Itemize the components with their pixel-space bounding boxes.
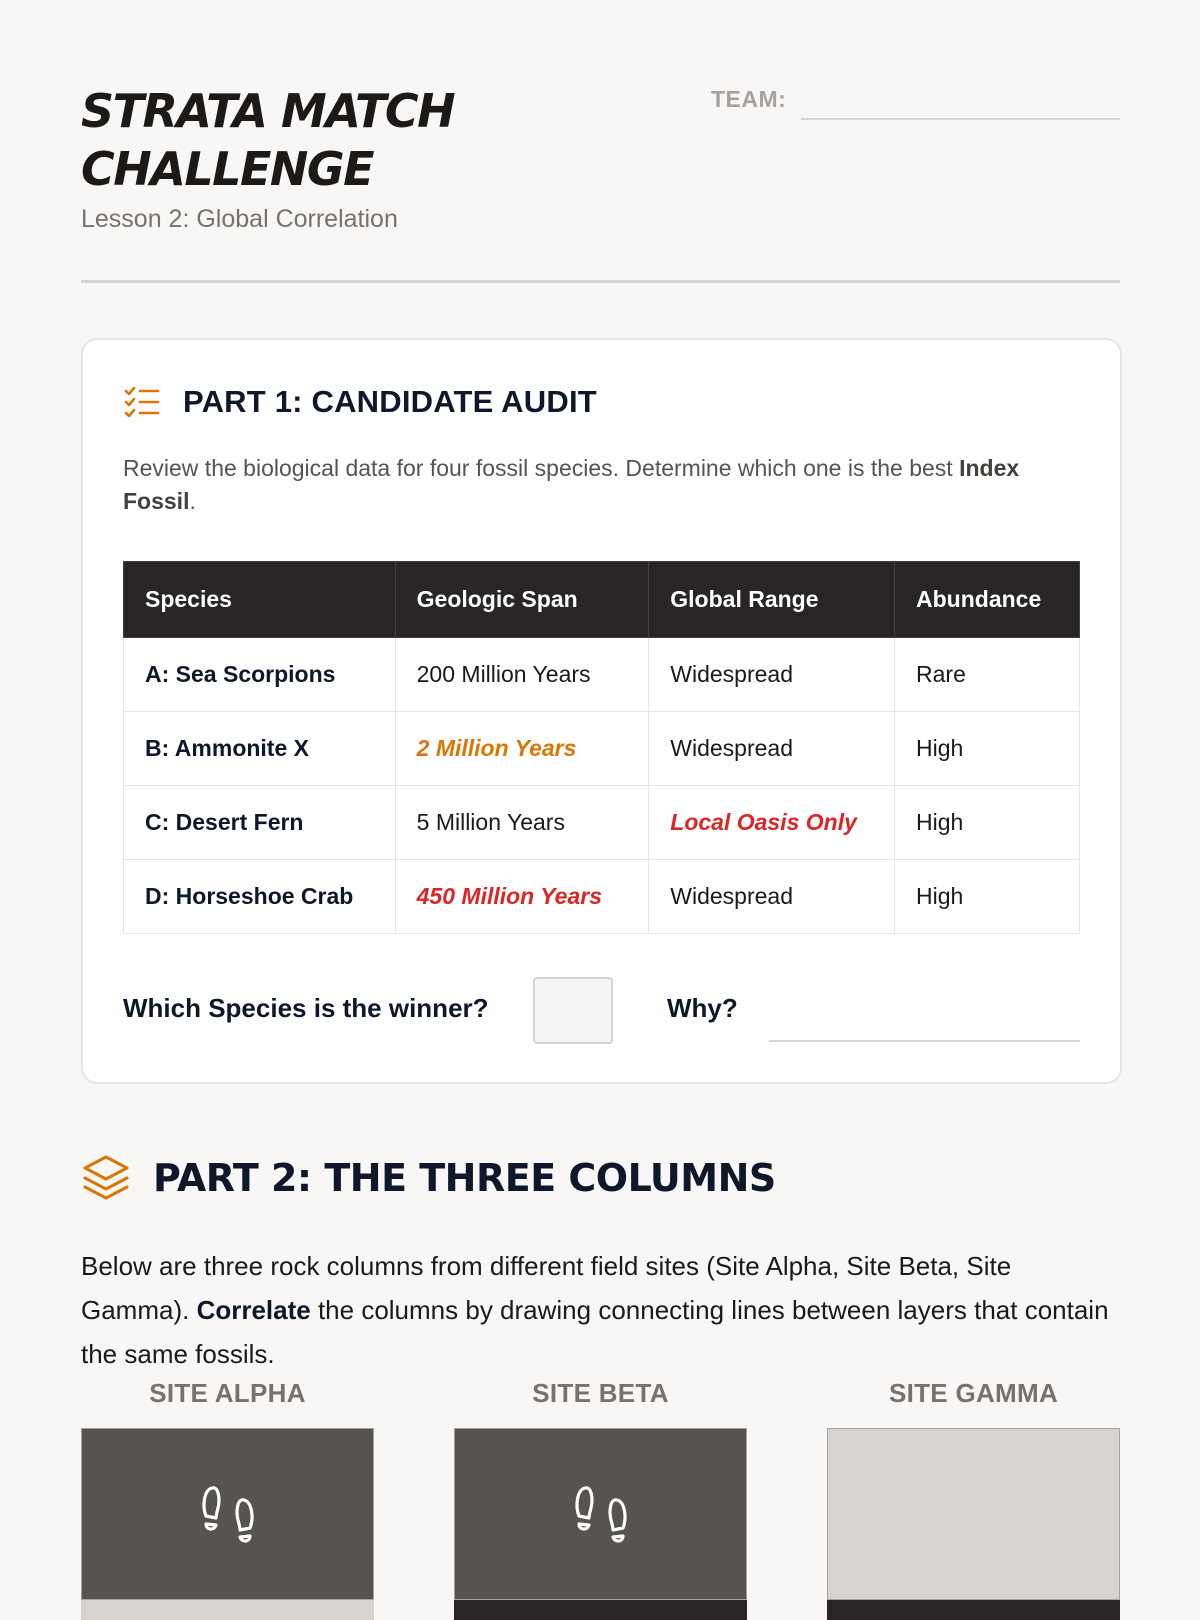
part2-heading	[81, 1150, 776, 1206]
header-divider	[81, 280, 1120, 283]
correlate-term: Correlate	[196, 1295, 311, 1325]
site-label: SITE GAMMA	[888, 1378, 1059, 1408]
team-label: TEAM:	[711, 86, 787, 112]
rock-layer[interactable]	[827, 1600, 1120, 1620]
column-header: Species	[124, 562, 396, 638]
site-label: SITE BETA	[532, 1378, 669, 1408]
site-alpha-column	[81, 1378, 374, 1412]
range-cell: Widespread	[649, 712, 895, 786]
species-cell: D: Horseshoe Crab	[124, 860, 396, 934]
species-cell: A: Sea Scorpions	[124, 638, 396, 712]
page-subtitle: Lesson 2: Global Correlation	[81, 205, 398, 233]
part1-title: PART 1: CANDIDATE AUDIT	[183, 384, 597, 419]
site-beta-column	[454, 1378, 747, 1412]
footprints-icon	[198, 1482, 258, 1546]
span-cell: 200 Million Years	[395, 638, 649, 712]
layers-icon	[81, 1153, 131, 1203]
part2-title: PART 2: THE THREE COLUMNS	[153, 1156, 776, 1200]
column-header: Abundance	[895, 562, 1080, 638]
team-name-field[interactable]	[801, 118, 1120, 120]
checklist-icon	[123, 385, 161, 419]
footprints-icon	[571, 1482, 631, 1546]
species-cell: B: Ammonite X	[124, 712, 396, 786]
part2-description: Below are three rock columns from different field sites (Site Alpha, Site Beta, Site Gamma). Correlate the columns by drawing connecting lines between layers that contain the same fossils.	[81, 1251, 1109, 1369]
page-title: STRATA MATCH CHALLENGE	[81, 84, 455, 196]
candidate-audit-table	[123, 561, 1080, 934]
winner-question-label: Which Species is the winner?	[123, 993, 489, 1023]
rock-layer[interactable]	[454, 1428, 747, 1600]
column-header: Global Range	[649, 562, 895, 638]
species-cell: C: Desert Fern	[124, 786, 396, 860]
highlight-local-range: Local Oasis Only	[670, 809, 857, 835]
part1-card	[81, 338, 1122, 1084]
span-cell	[395, 712, 649, 786]
table-row	[124, 786, 1080, 860]
table-row	[124, 712, 1080, 786]
range-cell: Widespread	[649, 860, 895, 934]
column-header: Geologic Span	[395, 562, 649, 638]
part1-heading	[123, 382, 597, 422]
rock-layer[interactable]	[454, 1600, 747, 1620]
rock-layer[interactable]	[81, 1600, 374, 1620]
highlight-short-span: 2 Million Years	[416, 735, 577, 761]
range-cell: Widespread	[649, 638, 895, 712]
table-header-row	[124, 562, 1080, 638]
abundance-cell: High	[895, 786, 1080, 860]
abundance-cell: Rare	[895, 638, 1080, 712]
site-gamma-column	[827, 1378, 1120, 1412]
range-cell	[649, 786, 895, 860]
winner-answer-box[interactable]	[533, 977, 613, 1044]
index-fossil-term: Index Fossil	[123, 455, 1020, 514]
answer-row	[123, 977, 1083, 1043]
rock-layer[interactable]	[81, 1428, 374, 1600]
abundance-cell: High	[895, 860, 1080, 934]
rock-layer[interactable]	[827, 1428, 1120, 1600]
part1-description: Review the biological data for four fossil species. Determine which one is the best Index Fossil.	[123, 455, 1020, 514]
table-row	[124, 638, 1080, 712]
why-label: Why?	[667, 993, 738, 1023]
site-label: SITE ALPHA	[149, 1378, 306, 1408]
why-answer-field[interactable]	[769, 1040, 1080, 1042]
span-cell: 5 Million Years	[395, 786, 649, 860]
span-cell	[395, 860, 649, 934]
table-row	[124, 860, 1080, 934]
abundance-cell: High	[895, 712, 1080, 786]
highlight-long-span: 450 Million Years	[416, 883, 603, 909]
